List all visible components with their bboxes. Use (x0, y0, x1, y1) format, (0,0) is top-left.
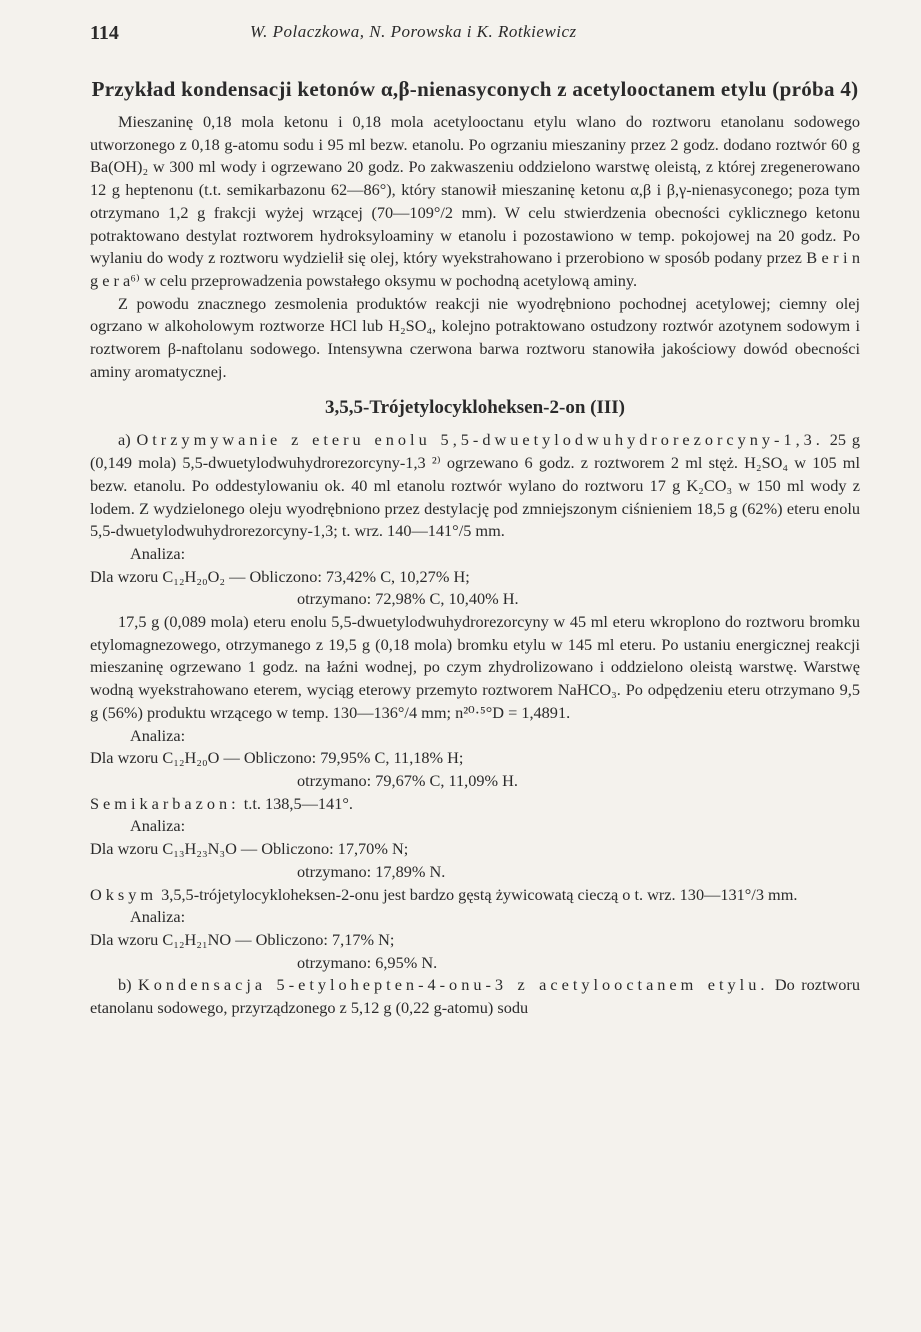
part-b-heading: Kondensacja 5-etylohepten-4-onu-3 z acetylooctanem etylu. (138, 975, 769, 995)
section-title: Przykład kondensacji ketonów α,β-nienasyconych z acetylooctanem etylu (próba 4) (91, 77, 859, 101)
semicarbazone-label: Semikarbazon: (90, 793, 240, 813)
oxime-label: Oksym (90, 884, 158, 904)
running-head-authors: W. Polaczkowa, N. Porowska i K. Rotkiewicz (250, 22, 577, 41)
analysis-2-found: otrzymano: 79,67% C, 11,09% H. (297, 770, 518, 790)
analysis-4-label: Analiza: (130, 907, 186, 927)
analysis-4-calculated: Dla wzoru C₁₂H₂₁NO — Obliczono: 7,17% N; (90, 929, 395, 949)
part-a-text: 25 g (0,149 mola) 5,5-dwuetylodwuhydrorezorcyny-1,3 ²⁾ ogrzewano 6 godz. z roztworem 2 ml stęż. H₂SO₄ w 105 ml bezw. etanolu. Po oddestylowaniu ok. 40 ml etanolu roztwór wylano do roztworu 17 g K₂CO₃ w 150 ml wody z lodem. Z wydzielonego oleju wyodrębniono przez destylację pod zmniejszonym ciśnieniem 18,5 g (62%) eteru enolu 5,5-dwuetylodwuhydrorezorcyny-1,3; t. wrz. 140—141°/5 mm. (90, 430, 860, 541)
analysis-1-label: Analiza: (130, 543, 186, 563)
part-b-text: Do roztworu etanolanu sodowego, przyrządzonego z 5,12 g (0,22 g-atomu) sodu (90, 975, 860, 1018)
intro-paragraph-1: Mieszaninę 0,18 mola ketonu i 0,18 mola acetylooctanu etylu wlano do roztworu etanolanu sodowego utworzonego z 0,18 g-atomu sodu i 95 ml bezw. etanolu. Po ogrzaniu mieszaniny przez 2 godz. dodano roztwór 60 g Ba(OH)₂ w 300 ml wody i ogrzewano 20 godz. Po zakwaszeniu oddzielono warstwę oleistą, z której zregenerowano 12 g heptenonu (t.t. semikarbazonu 62—86°), który stanowił mieszaninę ketonu α,β i β,γ-nienasyconego; poza tym otrzymano 1,2 g frakcji wyżej wrzącej (70—109°/2 mm). W celu stwierdzenia obecności cyklicznego ketonu potraktowano destylat roztworem hydroksyloaminy w etanolu i pozostawiono w temp. pokojowej na 20 godz. Po wylaniu do wody z roztworu wydzielił się olej, który wyekstrahowano i przerobiono w sposób podany przez B e r i n g e r a⁶⁾ w celu przeprowadzenia powstałego oksymu w pochodną acetylową aminy. (90, 112, 860, 290)
oxime-paragraph (90, 884, 860, 907)
analysis-3-found: otrzymano: 17,89% N. (297, 861, 446, 881)
grignard-paragraph: 17,5 g (0,089 mola) eteru enolu 5,5-dwuetylodwuhydrorezorcyny w 45 ml eteru wkroplono do roztworu bromku etylomagnezowego, otrzymanego z 19,5 g (0,18 mola) bromku etylu w 145 ml eteru. Po ustaniu energicznej reakcji mieszaninę ogrzewano 1 godz. na łaźni wodnej, po czym zhydrolizowano i oddzielono oleistą warstwę. Warstwę wodną wyekstrahowano eterem, wyciąg eterowy przemyto roztworem NaHCO₃. Po odpędzeniu eteru otrzymano 9,5 g (56%) produktu wrzącego w temp. 130—136°/4 mm; n²⁰·⁵°D = 1,4891. (90, 612, 860, 722)
analysis-1-found: otrzymano: 72,98% C, 10,40% H. (297, 589, 519, 609)
intro-section (90, 111, 860, 383)
part-a-heading: Otrzymywanie z eteru enolu 5,5-dwuetylodwuhydrorezorcyny-1,3. (136, 430, 824, 450)
part-a-label: a) (118, 430, 131, 450)
semicarbazone-line (90, 793, 860, 816)
analysis-2-calculated: Dla wzoru C₁₂H₂₀O — Obliczono: 79,95% C, 11,18% H; (90, 748, 464, 768)
semicarbazone-mp: t.t. 138,5—141°. (243, 793, 353, 813)
part-b-label: b) (118, 975, 132, 995)
compound-title: 3,5,5-Trójetylocykloheksen-2-on (III) (325, 397, 625, 419)
oxime-text: 3,5,5-trójetylocykloheksen-2-onu jest bardzo gęstą żywicowatą cieczą o t. wrz. 130—131°/3 mm. (161, 884, 798, 904)
page-number: 114 (90, 22, 119, 44)
page (90, 18, 860, 1020)
analysis-3-calculated: Dla wzoru C₁₃H₂₃N₃O — Obliczono: 17,70% N; (90, 839, 409, 859)
analysis-4-found: otrzymano: 6,95% N. (297, 952, 438, 972)
part-a-paragraph (90, 429, 860, 543)
analysis-3-label: Analiza: (130, 816, 186, 836)
intro-paragraph-2: Z powodu znacznego zesmolenia produktów reakcji nie wyodrębniono pochodnej acetylowej; ciemny olej ogrzano w alkoholowym roztworze HCl lub H₂SO₄, kolejno potraktowano ostudzony roztwór azotynem sodowym i roztworem β-naftolanu sodowego. Intensywna czerwona barwa roztworu stanowiła jakościowy dowód obecności aminy aromatycznej. (90, 293, 860, 381)
analysis-1-calculated: Dla wzoru C₁₂H₂₀O₂ — Obliczono: 73,42% C, 10,27% H; (90, 566, 470, 586)
analysis-2-label: Analiza: (130, 725, 186, 745)
part-b-paragraph (90, 974, 860, 1019)
running-header (90, 18, 860, 48)
